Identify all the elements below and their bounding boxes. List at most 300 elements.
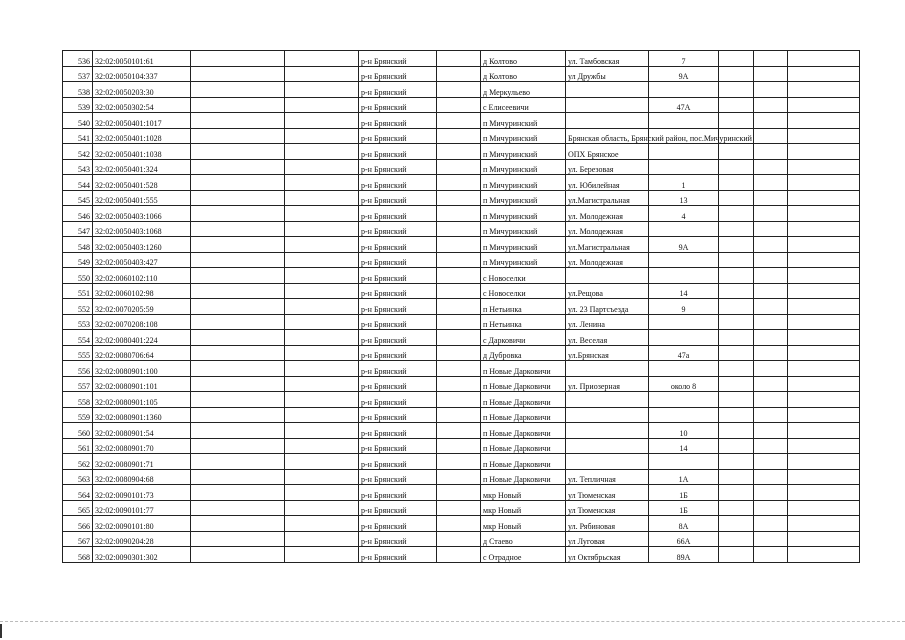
house-number xyxy=(649,314,719,330)
settlement: п Новые Дарковичи xyxy=(481,407,566,423)
empty-cell xyxy=(437,547,481,563)
empty-cell xyxy=(719,392,754,408)
cadastral-number: 32:02:0050403:427 xyxy=(93,252,191,268)
house-number: 66А xyxy=(649,531,719,547)
row-number: 559 xyxy=(63,407,93,423)
empty-cell xyxy=(191,51,285,67)
empty-cell xyxy=(788,345,860,361)
table-row xyxy=(63,221,860,237)
empty-cell xyxy=(191,407,285,423)
empty-cell xyxy=(285,237,359,253)
table-row xyxy=(63,268,860,284)
settlement: мкр Новый xyxy=(481,500,566,516)
settlement: п Мичуринский xyxy=(481,175,566,191)
empty-cell xyxy=(191,361,285,377)
settlement: п Мичуринский xyxy=(481,128,566,144)
street xyxy=(566,392,649,408)
empty-cell xyxy=(754,407,788,423)
settlement: мкр Новый xyxy=(481,516,566,532)
table-row xyxy=(63,485,860,501)
street xyxy=(566,454,649,470)
district: р-н Брянский xyxy=(359,159,437,175)
empty-cell xyxy=(437,345,481,361)
empty-cell xyxy=(285,314,359,330)
empty-cell xyxy=(754,144,788,160)
empty-cell xyxy=(719,500,754,516)
table-row xyxy=(63,376,860,392)
street: Брянская область, Брянский район, пос.Мичуринский xyxy=(566,128,649,144)
table-row xyxy=(63,82,860,98)
empty-cell xyxy=(285,299,359,315)
district: р-н Брянский xyxy=(359,516,437,532)
empty-cell xyxy=(191,392,285,408)
table-row xyxy=(63,531,860,547)
district: р-н Брянский xyxy=(359,376,437,392)
cadastral-number: 32:02:0090204:28 xyxy=(93,531,191,547)
row-number: 561 xyxy=(63,438,93,454)
table-row xyxy=(63,423,860,439)
district: р-н Брянский xyxy=(359,144,437,160)
empty-cell xyxy=(754,423,788,439)
empty-cell xyxy=(437,330,481,346)
empty-cell xyxy=(719,268,754,284)
street: ул. Молодежная xyxy=(566,206,649,222)
empty-cell xyxy=(788,392,860,408)
row-number: 536 xyxy=(63,51,93,67)
empty-cell xyxy=(437,97,481,113)
table-row xyxy=(63,516,860,532)
empty-cell xyxy=(719,159,754,175)
empty-cell xyxy=(719,283,754,299)
cadastral-number: 32:02:0080901:54 xyxy=(93,423,191,439)
empty-cell xyxy=(754,252,788,268)
street: ул. Тепличная xyxy=(566,469,649,485)
empty-cell xyxy=(191,547,285,563)
empty-cell xyxy=(437,144,481,160)
empty-cell xyxy=(285,469,359,485)
district: р-н Брянский xyxy=(359,206,437,222)
empty-cell xyxy=(191,237,285,253)
empty-cell xyxy=(285,330,359,346)
table-row xyxy=(63,392,860,408)
settlement: п Новые Дарковичи xyxy=(481,454,566,470)
empty-cell xyxy=(788,361,860,377)
empty-cell xyxy=(191,485,285,501)
empty-cell xyxy=(788,547,860,563)
row-number: 560 xyxy=(63,423,93,439)
settlement: д Колтово xyxy=(481,51,566,67)
district: р-н Брянский xyxy=(359,221,437,237)
empty-cell xyxy=(285,531,359,547)
street xyxy=(566,97,649,113)
empty-cell xyxy=(191,283,285,299)
empty-cell xyxy=(719,547,754,563)
empty-cell xyxy=(437,485,481,501)
scan-edge-mark xyxy=(0,624,2,638)
empty-cell xyxy=(719,376,754,392)
empty-cell xyxy=(754,330,788,346)
empty-cell xyxy=(437,454,481,470)
empty-cell xyxy=(788,485,860,501)
cadastral-number: 32:02:0080904:68 xyxy=(93,469,191,485)
empty-cell xyxy=(788,82,860,98)
table-row xyxy=(63,469,860,485)
street: ул. Рябиновая xyxy=(566,516,649,532)
district: р-н Брянский xyxy=(359,237,437,253)
empty-cell xyxy=(719,299,754,315)
row-number: 541 xyxy=(63,128,93,144)
empty-cell xyxy=(719,423,754,439)
empty-cell xyxy=(285,268,359,284)
empty-cell xyxy=(285,500,359,516)
settlement: п Новые Дарковичи xyxy=(481,438,566,454)
district: р-н Брянский xyxy=(359,175,437,191)
empty-cell xyxy=(719,66,754,82)
empty-cell xyxy=(191,206,285,222)
row-number: 548 xyxy=(63,237,93,253)
table-row xyxy=(63,547,860,563)
table-row xyxy=(63,237,860,253)
empty-cell xyxy=(754,51,788,67)
cadastral-number: 32:02:0050401:555 xyxy=(93,190,191,206)
empty-cell xyxy=(285,392,359,408)
row-number: 545 xyxy=(63,190,93,206)
cadastral-number: 32:02:0080901:71 xyxy=(93,454,191,470)
empty-cell xyxy=(191,128,285,144)
house-number: 7 xyxy=(649,51,719,67)
empty-cell xyxy=(437,361,481,377)
settlement: п Новые Дарковичи xyxy=(481,469,566,485)
street: ОПХ Брянское xyxy=(566,144,649,160)
empty-cell xyxy=(788,407,860,423)
cadastral-number: 32:02:0090101:80 xyxy=(93,516,191,532)
cadastral-registry-table xyxy=(62,50,860,563)
district: р-н Брянский xyxy=(359,330,437,346)
empty-cell xyxy=(719,144,754,160)
street xyxy=(566,423,649,439)
empty-cell xyxy=(285,190,359,206)
row-number: 566 xyxy=(63,516,93,532)
row-number: 562 xyxy=(63,454,93,470)
district: р-н Брянский xyxy=(359,82,437,98)
table-row xyxy=(63,361,860,377)
cadastral-number: 32:02:0050401:1038 xyxy=(93,144,191,160)
table-row xyxy=(63,51,860,67)
table-row xyxy=(63,407,860,423)
empty-cell xyxy=(788,314,860,330)
street: ул. Тамбовская xyxy=(566,51,649,67)
row-number: 542 xyxy=(63,144,93,160)
empty-cell xyxy=(788,376,860,392)
empty-cell xyxy=(437,314,481,330)
house-number: около 8 xyxy=(649,376,719,392)
empty-cell xyxy=(191,516,285,532)
house-number xyxy=(649,144,719,160)
row-number: 555 xyxy=(63,345,93,361)
street xyxy=(566,113,649,129)
empty-cell xyxy=(191,159,285,175)
district: р-н Брянский xyxy=(359,299,437,315)
empty-cell xyxy=(788,438,860,454)
empty-cell xyxy=(788,454,860,470)
empty-cell xyxy=(754,485,788,501)
street: ул.Брянская xyxy=(566,345,649,361)
district: р-н Брянский xyxy=(359,345,437,361)
table-row xyxy=(63,159,860,175)
cadastral-number: 32:02:0050403:1066 xyxy=(93,206,191,222)
empty-cell xyxy=(788,51,860,67)
house-number xyxy=(649,159,719,175)
empty-cell xyxy=(285,454,359,470)
empty-cell xyxy=(191,252,285,268)
empty-cell xyxy=(788,330,860,346)
house-number: 10 xyxy=(649,423,719,439)
empty-cell xyxy=(285,361,359,377)
row-number: 565 xyxy=(63,500,93,516)
district: р-н Брянский xyxy=(359,97,437,113)
street: ул. Молодежная xyxy=(566,221,649,237)
empty-cell xyxy=(719,97,754,113)
settlement: мкр Новый xyxy=(481,485,566,501)
settlement: п Мичуринский xyxy=(481,221,566,237)
row-number: 549 xyxy=(63,252,93,268)
table-row xyxy=(63,299,860,315)
empty-cell xyxy=(437,469,481,485)
street: ул. Березовая xyxy=(566,159,649,175)
empty-cell xyxy=(437,500,481,516)
table-row xyxy=(63,97,860,113)
street xyxy=(566,82,649,98)
district: р-н Брянский xyxy=(359,113,437,129)
cadastral-number: 32:02:0070205:59 xyxy=(93,299,191,315)
empty-cell xyxy=(754,438,788,454)
empty-cell xyxy=(437,283,481,299)
house-number xyxy=(649,330,719,346)
cadastral-number: 32:02:0050403:1260 xyxy=(93,237,191,253)
empty-cell xyxy=(754,82,788,98)
house-number xyxy=(649,361,719,377)
house-number: 1Б xyxy=(649,485,719,501)
cadastral-number: 32:02:0050403:1068 xyxy=(93,221,191,237)
empty-cell xyxy=(437,206,481,222)
empty-cell xyxy=(754,469,788,485)
row-number: 552 xyxy=(63,299,93,315)
row-number: 538 xyxy=(63,82,93,98)
empty-cell xyxy=(719,454,754,470)
empty-cell xyxy=(191,469,285,485)
cadastral-number: 32:02:0050203:30 xyxy=(93,82,191,98)
empty-cell xyxy=(285,407,359,423)
empty-cell xyxy=(437,66,481,82)
empty-cell xyxy=(285,423,359,439)
house-number: 47А xyxy=(649,97,719,113)
empty-cell xyxy=(285,128,359,144)
empty-cell xyxy=(754,299,788,315)
settlement: п Нетьинка xyxy=(481,314,566,330)
empty-cell xyxy=(788,190,860,206)
empty-cell xyxy=(191,314,285,330)
empty-cell xyxy=(719,531,754,547)
table-row xyxy=(63,128,860,144)
cadastral-number: 32:02:0050401:324 xyxy=(93,159,191,175)
empty-cell xyxy=(285,82,359,98)
district: р-н Брянский xyxy=(359,314,437,330)
empty-cell xyxy=(754,206,788,222)
empty-cell xyxy=(719,407,754,423)
empty-cell xyxy=(754,454,788,470)
house-number xyxy=(649,392,719,408)
empty-cell xyxy=(719,485,754,501)
cadastral-number: 32:02:0090301:302 xyxy=(93,547,191,563)
district: р-н Брянский xyxy=(359,128,437,144)
house-number: 9А xyxy=(649,237,719,253)
settlement: п Новые Дарковичи xyxy=(481,423,566,439)
house-number: 1 xyxy=(649,175,719,191)
street: ул Тюменская xyxy=(566,485,649,501)
settlement: п Мичуринский xyxy=(481,113,566,129)
table-row xyxy=(63,314,860,330)
empty-cell xyxy=(191,97,285,113)
house-number: 1А xyxy=(649,469,719,485)
settlement: д Колтово xyxy=(481,66,566,82)
row-number: 543 xyxy=(63,159,93,175)
empty-cell xyxy=(285,376,359,392)
empty-cell xyxy=(788,469,860,485)
settlement: п Мичуринский xyxy=(481,190,566,206)
row-number: 556 xyxy=(63,361,93,377)
empty-cell xyxy=(788,113,860,129)
empty-cell xyxy=(754,268,788,284)
empty-cell xyxy=(719,113,754,129)
empty-cell xyxy=(719,469,754,485)
row-number: 558 xyxy=(63,392,93,408)
empty-cell xyxy=(191,531,285,547)
empty-cell xyxy=(719,252,754,268)
empty-cell xyxy=(437,438,481,454)
empty-cell xyxy=(437,82,481,98)
empty-cell xyxy=(191,113,285,129)
settlement: с Отрадное xyxy=(481,547,566,563)
house-number xyxy=(649,252,719,268)
cadastral-number: 32:02:0050401:1028 xyxy=(93,128,191,144)
row-number: 544 xyxy=(63,175,93,191)
empty-cell xyxy=(191,66,285,82)
empty-cell xyxy=(754,237,788,253)
settlement: п Мичуринский xyxy=(481,237,566,253)
cadastral-number: 32:02:0080706:64 xyxy=(93,345,191,361)
empty-cell xyxy=(754,500,788,516)
empty-cell xyxy=(788,299,860,315)
empty-cell xyxy=(437,51,481,67)
table-row xyxy=(63,66,860,82)
empty-cell xyxy=(788,283,860,299)
district: р-н Брянский xyxy=(359,361,437,377)
street: ул Луговая xyxy=(566,531,649,547)
street: ул Октябрьская xyxy=(566,547,649,563)
cadastral-number: 32:02:0060102:110 xyxy=(93,268,191,284)
street: ул.Рещова xyxy=(566,283,649,299)
district: р-н Брянский xyxy=(359,392,437,408)
empty-cell xyxy=(437,407,481,423)
cadastral-number: 32:02:0070208:108 xyxy=(93,314,191,330)
street: ул. Веселая xyxy=(566,330,649,346)
cadastral-number: 32:02:0090101:73 xyxy=(93,485,191,501)
empty-cell xyxy=(788,175,860,191)
empty-cell xyxy=(754,113,788,129)
empty-cell xyxy=(754,361,788,377)
empty-cell xyxy=(191,438,285,454)
street xyxy=(566,268,649,284)
row-number: 557 xyxy=(63,376,93,392)
empty-cell xyxy=(788,268,860,284)
street: ул.Магистральная xyxy=(566,190,649,206)
empty-cell xyxy=(754,314,788,330)
empty-cell xyxy=(437,252,481,268)
district: р-н Брянский xyxy=(359,438,437,454)
cadastral-number: 32:02:0050101:61 xyxy=(93,51,191,67)
empty-cell xyxy=(437,299,481,315)
empty-cell xyxy=(191,82,285,98)
settlement: п Новые Дарковичи xyxy=(481,376,566,392)
empty-cell xyxy=(788,237,860,253)
empty-cell xyxy=(754,159,788,175)
settlement: п Мичуринский xyxy=(481,159,566,175)
district: р-н Брянский xyxy=(359,500,437,516)
empty-cell xyxy=(437,516,481,532)
row-number: 546 xyxy=(63,206,93,222)
empty-cell xyxy=(437,159,481,175)
settlement: п Мичуринский xyxy=(481,144,566,160)
settlement: п Мичуринский xyxy=(481,252,566,268)
row-number: 551 xyxy=(63,283,93,299)
cadastral-number: 32:02:0080901:105 xyxy=(93,392,191,408)
empty-cell xyxy=(285,516,359,532)
house-number xyxy=(649,82,719,98)
settlement: п Новые Дарковичи xyxy=(481,361,566,377)
row-number: 554 xyxy=(63,330,93,346)
district: р-н Брянский xyxy=(359,51,437,67)
empty-cell xyxy=(285,113,359,129)
row-number: 540 xyxy=(63,113,93,129)
settlement: п Новые Дарковичи xyxy=(481,392,566,408)
row-number: 539 xyxy=(63,97,93,113)
row-number: 567 xyxy=(63,531,93,547)
street: ул. Приозерная xyxy=(566,376,649,392)
settlement: с Елисеевичи xyxy=(481,97,566,113)
house-number: 8А xyxy=(649,516,719,532)
table-row xyxy=(63,438,860,454)
empty-cell xyxy=(285,221,359,237)
row-number: 553 xyxy=(63,314,93,330)
street: ул Дружбы xyxy=(566,66,649,82)
settlement: с Новоселки xyxy=(481,283,566,299)
row-number: 563 xyxy=(63,469,93,485)
empty-cell xyxy=(788,252,860,268)
house-number xyxy=(649,407,719,423)
empty-cell xyxy=(191,299,285,315)
empty-cell xyxy=(754,66,788,82)
table-body xyxy=(63,51,860,563)
table-row xyxy=(63,190,860,206)
settlement: д Меркульево xyxy=(481,82,566,98)
district: р-н Брянский xyxy=(359,469,437,485)
empty-cell xyxy=(285,144,359,160)
district: р-н Брянский xyxy=(359,283,437,299)
row-number: 547 xyxy=(63,221,93,237)
row-number: 564 xyxy=(63,485,93,501)
empty-cell xyxy=(754,531,788,547)
empty-cell xyxy=(285,175,359,191)
